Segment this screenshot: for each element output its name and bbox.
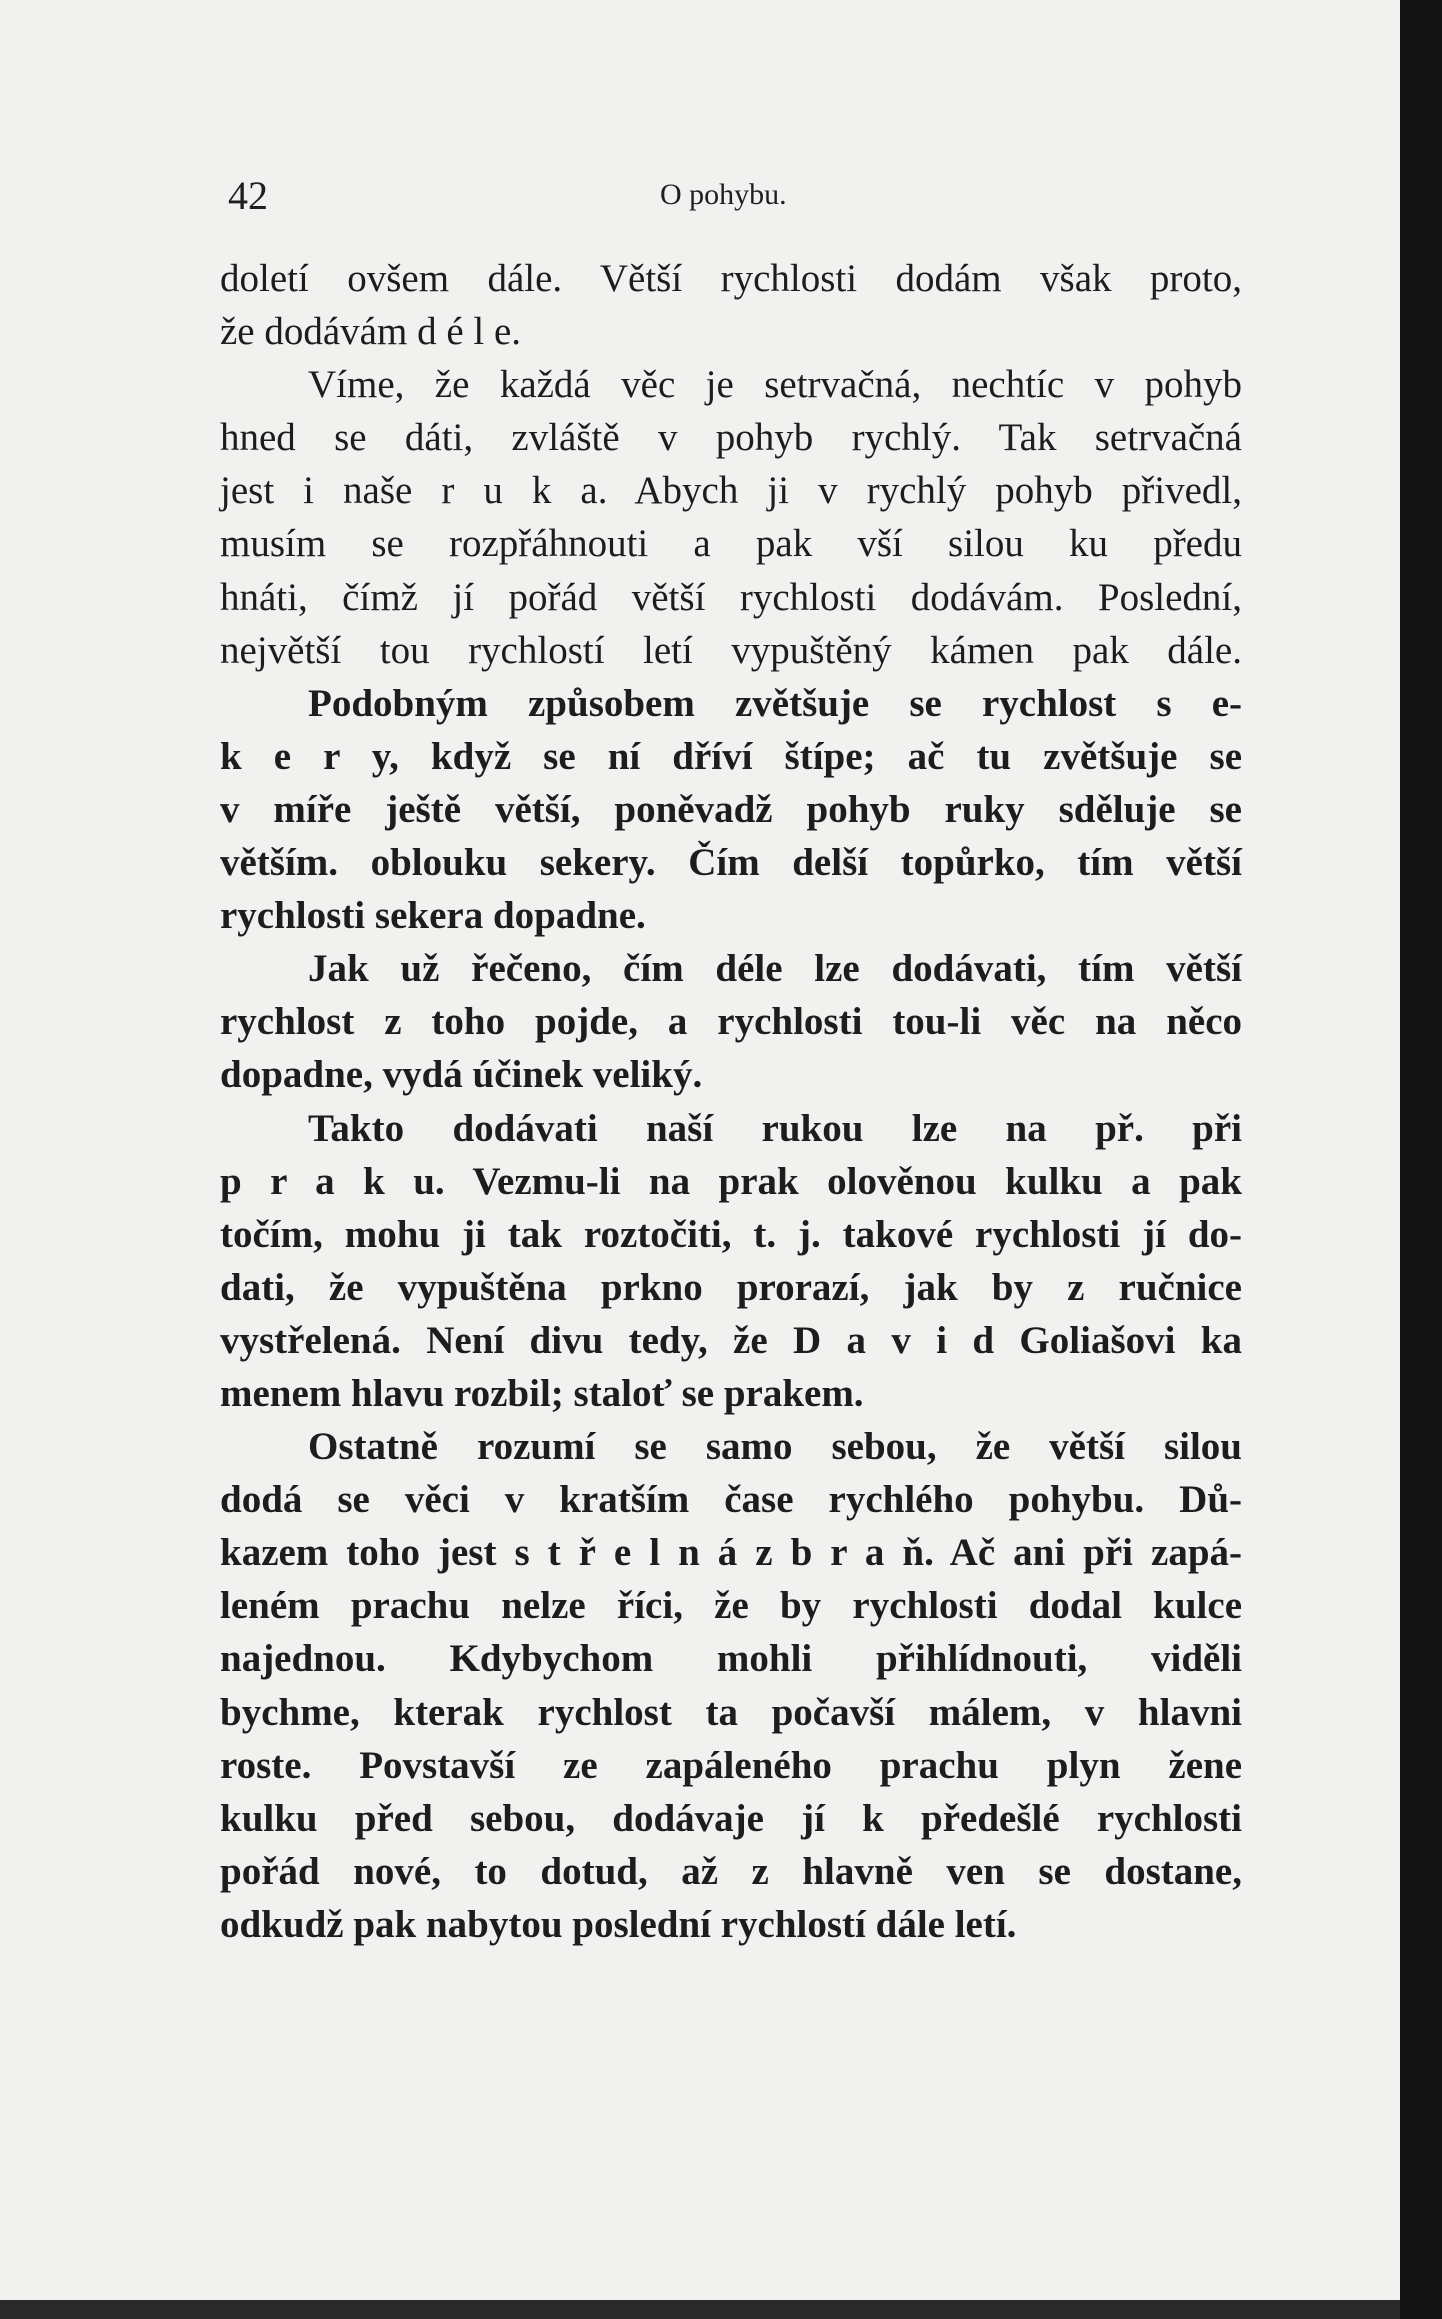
text-line: větším. oblouku sekery. Čím delší topůrko, tím větší (220, 841, 1242, 885)
text-line: bychme, kterak rychlost ta počavší málem, v hlavni (220, 1690, 1242, 1734)
text-line: Podobným způsobem zvětšuje se rychlost s e- (308, 681, 1242, 725)
text-line: rychlost z toho pojde, a rychlosti tou-li věc na něco (220, 1000, 1242, 1044)
text-line: Takto dodávati naší rukou lze na př. při (308, 1106, 1242, 1150)
text-line: hned se dáti, zvláště v pohyb rychlý. Tak setrvačná (220, 416, 1242, 460)
text-line: dati, že vypuštěna prkno prorazí, jak by z ručnice (220, 1265, 1242, 1309)
text-line: odkudž pak nabytou poslední rychlostí dále letí. (220, 1902, 1017, 1946)
text-line: kazem toho jest s t ř e l n á z b r a ň. Ač ani při zapá- (220, 1531, 1242, 1575)
page-header (220, 168, 1240, 228)
text-line: největší tou rychlostí letí vypuštěný kámen pak dále. (220, 628, 1242, 672)
text-line: najednou. Kdybychom mohli přihlídnouti, viděli (220, 1637, 1242, 1681)
text-line: musím se rozpřáhnouti a pak vší silou ku předu (220, 522, 1242, 566)
text-line: točím, mohu ji tak roztočiti, t. j. takové rychlosti jí do- (220, 1212, 1242, 1256)
text-line: hnáti, čímž jí pořád větší rychlosti dodávám. Poslední, (220, 575, 1242, 619)
text-line: dodá se věci v kratším čase rychlého pohybu. Dů- (220, 1478, 1242, 1522)
text-line: rychlosti sekera dopadne. (220, 894, 646, 938)
running-head: O pohybu. (660, 178, 787, 211)
text-line: Jak už řečeno, čím déle lze dodávati, tím větší (308, 947, 1242, 991)
text-line: kulku před sebou, dodávaje jí k předešlé rychlosti (220, 1796, 1242, 1840)
text-line: dopadne, vydá účinek veliký. (220, 1053, 703, 1097)
text-line: vystřelená. Není divu tedy, že D a v i d Goliašovi ka (220, 1318, 1242, 1362)
scan-edge-right (1400, 0, 1442, 2319)
text-line: Ostatně rozumí se samo sebou, že větší silou (308, 1425, 1242, 1469)
text-line: v míře ještě větší, poněvadž pohyb ruky sděluje se (220, 787, 1242, 831)
text-line: jest i naše r u k a. Abych ji v rychlý pohyb přivedl, (220, 469, 1242, 513)
body-text (220, 252, 1242, 1951)
text-line: roste. Povstavší ze zapáleného prachu plyn žene (220, 1743, 1242, 1787)
text-line: k e r y, když se ní dříví štípe; ač tu zvětšuje se (220, 734, 1242, 778)
text-line: menem hlavu rozbil; staloť se prakem. (220, 1371, 864, 1415)
text-line: doletí ovšem dále. Větší rychlosti dodám však proto, (220, 257, 1242, 300)
text-line: p r a k u. Vezmu-li na prak olověnou kulku a pak (220, 1159, 1242, 1203)
page-number: 42 (228, 173, 268, 218)
text-line: leném prachu nelze říci, že by rychlosti dodal kulce (220, 1584, 1242, 1628)
text-line: pořád nové, to dotud, až z hlavně ven se dostane, (220, 1849, 1242, 1893)
text-line: že dodávám d é l e. (220, 310, 522, 354)
scan-edge-bottom (0, 2300, 1400, 2319)
text-line: Víme, že každá věc je setrvačná, nechtíc v pohyb (308, 363, 1242, 407)
